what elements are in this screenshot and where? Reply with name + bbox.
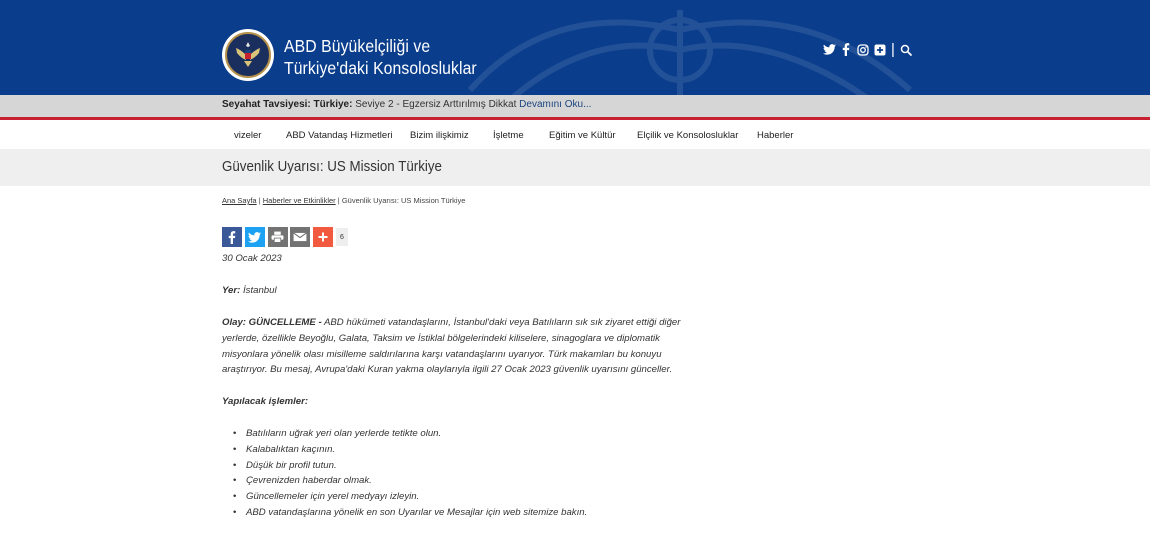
event-text-line4: araştırıyor. Bu mesaj, Avrupa'daki Kuran yakma olaylarıyla ilgili 27 Ocak 2023 güvenlik uyarısını günceller. xyxy=(222,364,673,376)
embassy-seal-logo[interactable] xyxy=(222,29,274,81)
plus-icon xyxy=(317,231,329,243)
site-title-line2: Türkiye'daki Konsolosluklar xyxy=(284,58,477,78)
breadcrumb-current: Güvenlik Uyarısı: US Mission Türkiye xyxy=(341,196,466,205)
email-icon xyxy=(293,232,307,242)
nav-item-visas[interactable]: vizeler xyxy=(234,130,262,141)
twitter-share-button[interactable] xyxy=(245,227,265,247)
location-value: İstanbul xyxy=(240,285,277,296)
nav-item-news[interactable]: Haberler xyxy=(757,130,794,141)
eagle-icon xyxy=(235,40,261,68)
nav-item-education[interactable]: Eğitim ve Kültür xyxy=(549,130,616,141)
location-label: Yer: xyxy=(222,285,241,296)
travel-advisory-label: Seyahat Tavsiyesi: Türkiye: xyxy=(222,99,353,110)
facebook-icon[interactable] xyxy=(838,42,854,57)
list-item: • Kalabalıktan kaçının. xyxy=(222,442,587,458)
email-share-button[interactable] xyxy=(290,227,310,247)
facebook-share-button[interactable] xyxy=(222,227,242,247)
site-header xyxy=(0,0,1150,95)
breadcrumb-separator: | xyxy=(335,196,342,205)
share-toolbar xyxy=(222,227,348,247)
search-icon[interactable] xyxy=(898,42,914,57)
divider: | xyxy=(891,41,895,58)
list-item: • ABD vatandaşlarına yönelik en son Uyarılar ve Mesajlar için web sitemize bakın. xyxy=(222,505,587,521)
event-text-line2: yerlerde, özellikle Beyoğlu, Galata, Taksim ve İstiklal bölgelerindeki kiliselere, sinagoglara ve diplomatik xyxy=(222,332,660,344)
instagram-icon[interactable] xyxy=(855,42,871,57)
main-nav xyxy=(0,120,1150,150)
plus-icon[interactable] xyxy=(872,42,888,57)
nav-item-business[interactable]: İşletme xyxy=(493,130,524,141)
print-icon xyxy=(271,231,284,243)
event-text-line1: ABD hükümeti vatandaşlarını, İstanbul'daki veya Batılıların sık sık ziyaret ettiği diğer xyxy=(321,317,681,328)
site-title[interactable] xyxy=(284,35,477,79)
breadcrumb xyxy=(222,196,465,205)
travel-advisory-bar xyxy=(0,95,1150,120)
twitter-icon xyxy=(248,232,261,243)
site-title-line1: ABD Büyükelçiliği ve xyxy=(284,36,431,56)
travel-advisory-text: Seviye 2 - Egzersiz Arttırılmış Dikkat xyxy=(352,99,520,110)
twitter-icon[interactable] xyxy=(821,42,837,57)
page-title: Güvenlik Uyarısı: US Mission Türkiye xyxy=(222,159,442,175)
print-share-button[interactable] xyxy=(268,227,288,247)
nav-item-embassy[interactable]: Elçilik ve Konsolosluklar xyxy=(637,130,739,141)
breadcrumb-home-link[interactable]: Ana Sayfa xyxy=(222,196,257,205)
nav-item-citizen-services[interactable]: ABD Vatandaş Hizmetleri xyxy=(286,130,393,141)
article-date: 30 Ocak 2023 xyxy=(222,253,282,264)
facebook-icon xyxy=(228,231,236,244)
list-item: • Batılıların uğrak yeri olan yerlerde tetikte olun. xyxy=(222,426,587,442)
breadcrumb-news-link[interactable]: Haberler ve Etkinlikler xyxy=(262,196,336,205)
event-paragraph xyxy=(222,315,680,378)
actions-list xyxy=(222,426,587,521)
share-count: 6 xyxy=(336,228,348,246)
actions-heading: Yapılacak işlemler: xyxy=(222,396,309,407)
nav-item-relations[interactable]: Bizim ilişkimiz xyxy=(410,130,469,141)
social-links xyxy=(821,42,915,57)
list-item: • Düşük bir profil tutun. xyxy=(222,458,587,474)
list-item: • Güncellemeler için yerel medyayı izleyin. xyxy=(222,489,587,505)
travel-advisory-read-more-link[interactable]: Devamını Oku... xyxy=(519,99,592,110)
event-label: Olay: GÜNCELLEME - xyxy=(222,317,322,328)
list-item: • Çevrenizden haberdar olmak. xyxy=(222,473,587,489)
page-title-band xyxy=(0,149,1150,186)
breadcrumb-separator: | xyxy=(256,196,263,205)
event-text-line3: misyonlara yönelik olası misilleme saldırılarına karşı vatandaşlarını uyarıyor. Türk makamları bu konuyu xyxy=(222,348,662,360)
more-share-button[interactable] xyxy=(313,227,333,247)
